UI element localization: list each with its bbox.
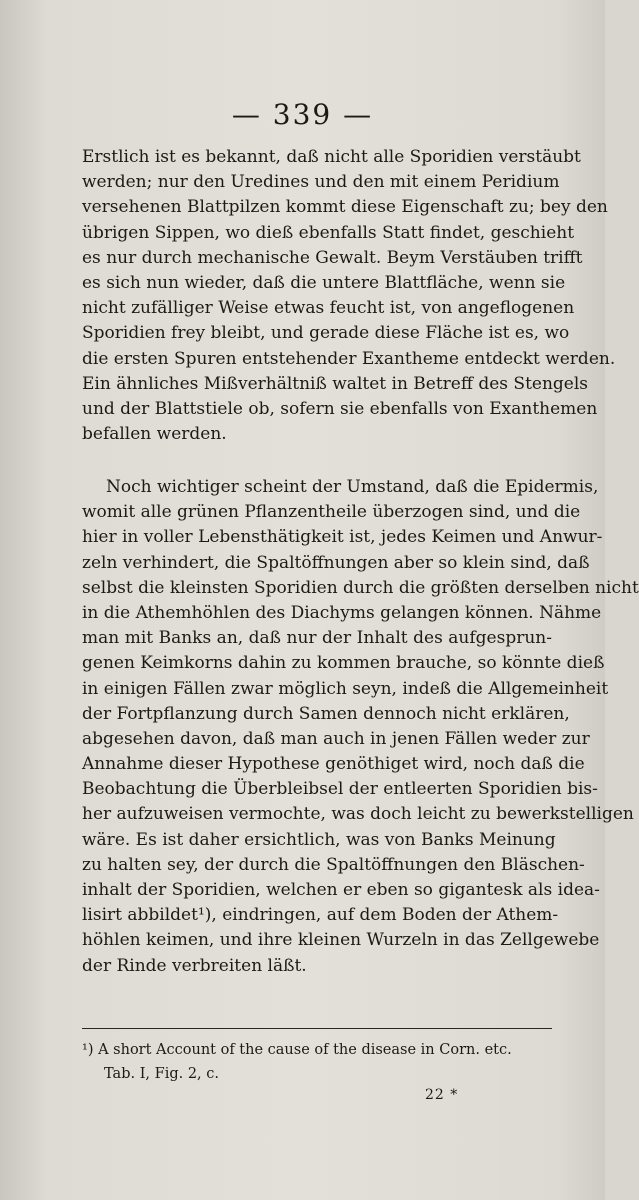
footnote-divider	[82, 1028, 552, 1029]
text-line: der Rinde verbreiten läßt.	[82, 955, 307, 976]
text-line: übrigen Sippen, wo dieß ebenfalls Statt findet, geschieht	[82, 222, 575, 243]
text-line: Noch wichtiger scheint der Umstand, daß die Epidermis,	[106, 477, 599, 497]
text-line: her aufzuweisen vermochte, was doch leicht zu bewerkstelligen	[82, 804, 634, 825]
paragraph-1	[82, 145, 616, 447]
text-line: inhalt der Sporidien, welchen er eben so gigantesk als idea-	[82, 880, 600, 900]
text-line: in die Athemhöhlen des Diachyms gelangen können. Nähme	[82, 602, 602, 623]
footnote	[82, 1038, 552, 1086]
text-line: Ein ähnliches Mißverhältniß waltet in Betreff des Stengels	[82, 373, 589, 394]
text-line: selbst die kleinsten Sporidien durch die größten derselben nicht	[82, 577, 639, 598]
text-line: zu halten sey, der durch die Spaltöffnungen den Bläschen-	[82, 854, 585, 875]
text-line: in einigen Fällen zwar möglich seyn, indeß die Allgemeinheit	[82, 678, 609, 699]
footnote-line-2: Tab. I, Fig. 2, c.	[104, 1066, 220, 1082]
text-line: man mit Banks an, daß nur der Inhalt des aufgesprun-	[82, 628, 552, 649]
page-number: — 339 —	[231, 98, 374, 131]
text-line: es sich nun wieder, daß die untere Blattfläche, wenn sie	[82, 272, 566, 293]
text-line: es nur durch mechanische Gewalt. Beym Verstäuben trifft	[82, 247, 583, 268]
text-line: womit alle grünen Pflanzentheile überzogen sind, und die	[82, 502, 581, 523]
text-line: Beobachtung die Überbleibsel der entleerten Sporidien bis-	[82, 779, 598, 800]
text-line: höhlen keimen, und ihre kleinen Wurzeln in das Zellgewebe	[82, 930, 600, 951]
text-line: hier in voller Lebensthätigkeit ist, jedes Keimen und Anwur-	[82, 527, 603, 548]
text-line: Erstlich ist es bekannt, daß nicht alle Sporidien verstäubt	[82, 147, 581, 167]
text-line: nicht zufälliger Weise etwas feucht ist, von angeflogenen	[82, 298, 575, 319]
paragraph-2	[82, 475, 639, 979]
text-line: und der Blattstiele ob, sofern sie ebenfalls von Exanthemen	[82, 398, 598, 419]
signature-mark: 22 *	[425, 1087, 459, 1103]
text-line: befallen werden.	[82, 424, 227, 445]
text-line: versehenen Blattpilzen kommt diese Eigenschaft zu; bey den	[82, 197, 608, 218]
text-line: genen Keimkorns dahin zu kommen brauche, so könnte dieß	[82, 653, 605, 674]
text-line: Sporidien frey bleibt, und gerade diese Fläche ist es, wo	[82, 323, 570, 344]
text-line: wäre. Es ist daher ersichtlich, was von Banks Meinung	[82, 829, 556, 850]
text-line: lisirt abbildet¹), eindringen, auf dem Boden der Athem-	[82, 905, 559, 926]
text-line: zeln verhindert, die Spaltöffnungen aber so klein sind, daß	[82, 552, 590, 573]
text-line: abgesehen davon, daß man auch in jenen Fällen weder zur	[82, 728, 590, 749]
text-line: der Fortpflanzung durch Samen dennoch nicht erklären,	[82, 703, 570, 724]
text-line: Annahme dieser Hypothese genöthiget wird, noch daß die	[82, 754, 585, 775]
footnote-line-1: ¹) A short Account of the cause of the disease in Corn. etc.	[82, 1042, 512, 1058]
text-line: werden; nur den Uredines und den mit einem Peridium	[82, 172, 560, 193]
text-line: die ersten Spuren entstehender Exantheme entdeckt werden.	[82, 348, 616, 369]
